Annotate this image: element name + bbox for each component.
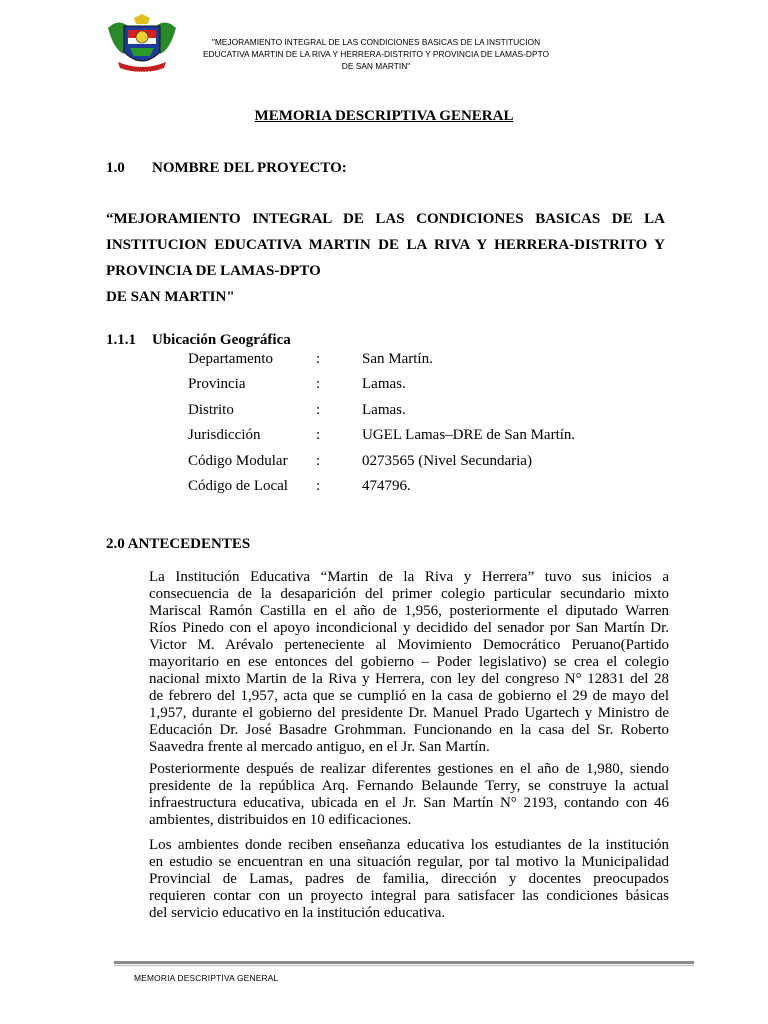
paragraph-line: Los ambientes donde reciben enseñanza educativa los estudiantes de la institución <box>149 837 669 853</box>
location-separator: : <box>316 427 321 443</box>
paragraph-line: 1,957, durante el gobierno del presidente Dr. Manuel Prado Ugartech y Ministro de <box>149 705 669 721</box>
section-2-heading: 2.0 ANTECEDENTES <box>106 536 251 552</box>
paragraph-line: requieren contar con un proyecto integral para satisfacer las condiciones básicas <box>149 888 669 904</box>
project-name <box>106 206 665 310</box>
paragraph-line: Victor M. Arévalo perteneciente al Movimiento Democrático Peruano(Partido <box>149 637 669 653</box>
location-value: 0273565 (Nivel Secundaria) <box>362 453 532 469</box>
location-label: Distrito <box>188 402 234 418</box>
footer-divider-thin <box>114 965 694 966</box>
document-title: MEMORIA DESCRIPTIVA GENERAL <box>254 108 514 124</box>
header-line: DE SAN MARTIN" <box>341 61 411 71</box>
location-label: Código Modular <box>188 453 288 469</box>
paragraph-line: presidente de la república Arq. Fernando Belaunde Terry, se construye la actual <box>149 778 669 794</box>
location-row <box>188 427 575 447</box>
header-line: "MEJORAMIENTO INTEGRAL DE LAS CONDICIONES BASICAS DE LA INSTITUCION <box>211 37 541 47</box>
header-project-title <box>200 36 552 72</box>
paragraph-line: Ríos Pinedo con el apoyo incondicional y decidido del senador por San Martín Dr. <box>149 620 669 636</box>
section-heading-text: NOMBRE DEL PROYECTO: <box>152 160 347 176</box>
section-1-heading <box>106 160 347 177</box>
paragraph-line: en estudio se encuentran en una situación regular, por tal motivo la Municipalidad <box>149 854 669 870</box>
location-separator: : <box>316 478 321 494</box>
paragraph <box>149 837 669 922</box>
location-row <box>188 351 433 371</box>
paragraph-line: Educación Dr. José Basadre Grohmman. Funcionando en la casa del Sr. Roberto <box>149 722 669 738</box>
subsection-heading <box>106 332 291 349</box>
project-name-line: PROVINCIA DE LAMAS-DPTO <box>106 263 321 279</box>
project-name-line: DE SAN MARTIN" <box>106 289 235 305</box>
paragraph-line: La Institución Educativa “Martin de la Riva y Herrera” tuvo sus inicios a <box>149 569 669 585</box>
location-row <box>188 402 406 422</box>
paragraph-line: mayoritario en ese entonces del gobierno – Poder legislativo) se crea el colegio <box>149 654 669 670</box>
location-separator: : <box>316 351 321 367</box>
footer-label: MEMORIA DESCRIPTIVA GENERAL <box>134 973 279 983</box>
paragraph-line: Provincial de Lamas, padres de familia, dirección y docentes preocupados <box>149 871 669 887</box>
location-label: Provincia <box>188 376 246 392</box>
location-value: UGEL Lamas–DRE de San Martín. <box>362 427 576 443</box>
paragraph-line: Posteriormente después de realizar diferentes gestiones en el año de 1,980, siendo <box>149 761 669 777</box>
paragraph-line: nacional mixto Martin de la Riva y Herrera, con ley del congreso N° 12831 del 28 <box>149 671 669 687</box>
paragraph-line: de febrero del 1,957, acta que se cumplió en la casa de gobierno el 29 de mayo del <box>149 688 669 704</box>
location-separator: : <box>316 453 321 469</box>
paragraph-line: infraestructura educativa, ubicada en el Jr. San Martín N° 2193, contando con 46 <box>149 795 669 811</box>
paragraph-line: Saavedra frente al mercado antiguo, en el Jr. San Martín. <box>149 739 490 755</box>
location-separator: : <box>316 402 321 418</box>
location-separator: : <box>316 376 321 392</box>
paragraph-line: Mariscal Ramón Castilla en el año de 1,956, posteriormente el diputado Warren <box>149 603 669 619</box>
header-line: EDUCATIVA MARTIN DE LA RIVA Y HERRERA-DISTRITO Y PROVINCIA DE LAMAS-DPTO <box>202 49 550 59</box>
section-number: 1.0 <box>106 160 125 176</box>
lamas-coat-of-arms-logo <box>104 14 180 78</box>
location-label: Departamento <box>188 351 273 367</box>
location-row <box>188 478 411 498</box>
paragraph-line: del servicio educativo en la institución educativa. <box>149 905 446 921</box>
paragraph-line: ambientes, distribuidos en 10 edificaciones. <box>149 812 412 828</box>
subsection-number: 1.1.1 <box>106 332 136 348</box>
paragraph <box>149 761 669 829</box>
project-name-line: “MEJORAMIENTO INTEGRAL DE LAS CONDICIONES BASICAS DE LA <box>106 211 665 227</box>
location-value: San Martín. <box>362 351 433 367</box>
subsection-heading-text: Ubicación Geográfica <box>152 332 291 348</box>
paragraph-line: consecuencia de la desaparición del primer colegio particular secundario mixto <box>149 586 669 602</box>
location-value: 474796. <box>362 478 411 494</box>
project-name-line: INSTITUCION EDUCATIVA MARTIN DE LA RIVA Y HERRERA-DISTRITO Y <box>106 237 665 253</box>
location-value: Lamas. <box>362 376 406 392</box>
location-row <box>188 453 532 473</box>
location-row <box>188 376 406 396</box>
paragraph <box>149 569 669 756</box>
location-label: Código de Local <box>188 478 288 494</box>
location-value: Lamas. <box>362 402 406 418</box>
footer-divider <box>114 961 694 964</box>
location-label: Jurisdicción <box>188 427 261 443</box>
logo-caption: LAMAS <box>133 71 151 77</box>
